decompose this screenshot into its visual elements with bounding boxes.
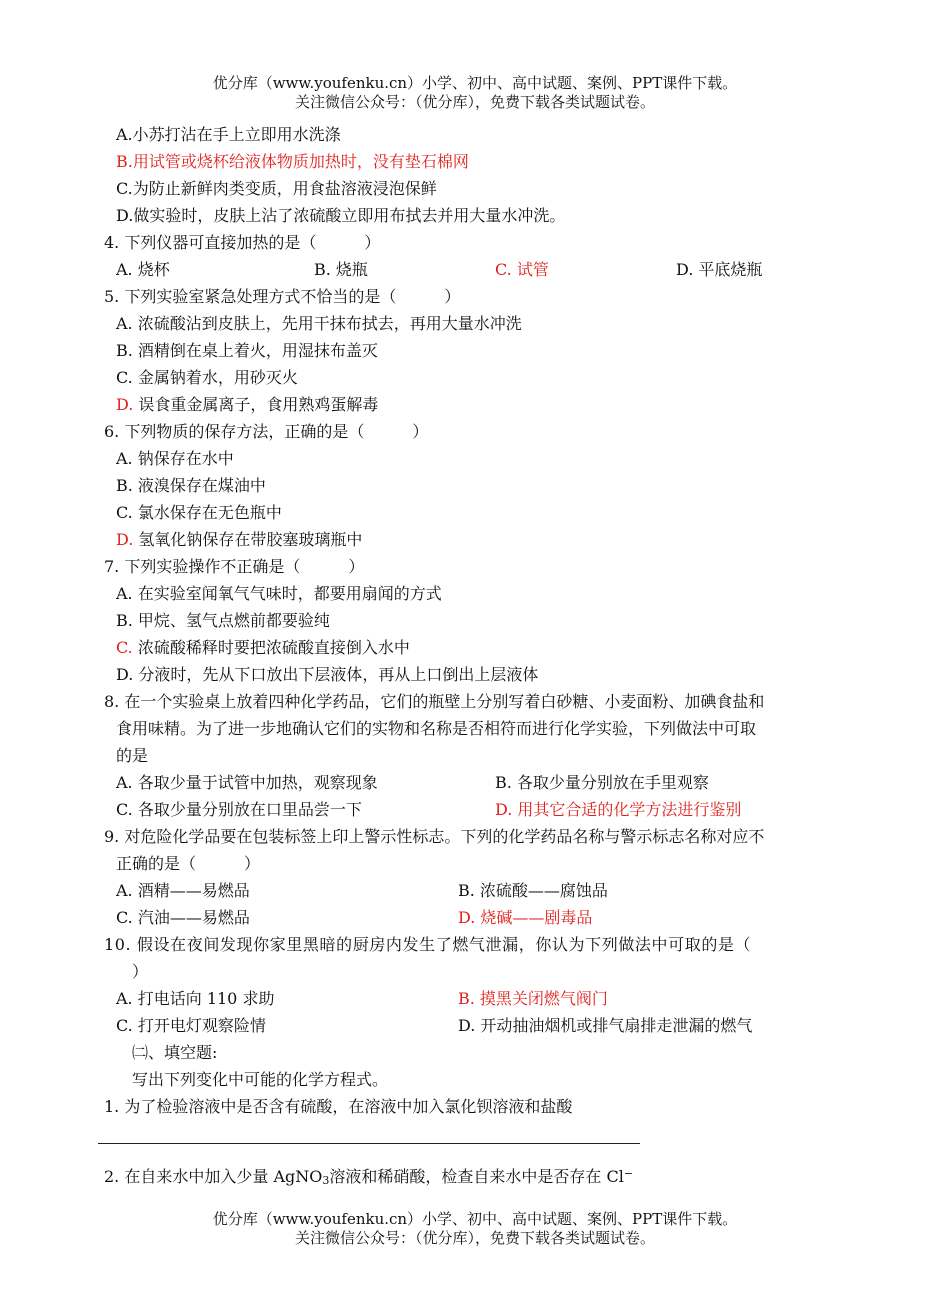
q5-option-c: C. 金属钠着水，用砂灭火 xyxy=(116,368,298,387)
q8-stem-line-1: 8. 在一个实验桌上放着四种化学药品，它们的瓶壁上分别写着白砂糖、小麦面粉、加碘食盐和 xyxy=(104,692,765,711)
q4-stem: 4. 下列仪器可直接加热的是（ ） xyxy=(104,233,381,252)
fill-2-superscript: − xyxy=(623,1167,634,1180)
q6-option-a: A. 钠保存在水中 xyxy=(116,449,234,468)
q8-stem-line-2: 食用味精。为了进一步地确认它们的实物和名称是否相符而进行化学实验，下列做法中可取 xyxy=(116,719,757,738)
q8-stem-line-3: 的是 xyxy=(116,746,149,765)
q5-answer-letter: D. xyxy=(116,395,134,414)
q6-option-b: B. 液溴保存在煤油中 xyxy=(116,476,266,495)
q10-answer-letter: B. xyxy=(458,989,475,1008)
q5-stem: 5. 下列实验室紧急处理方式不恰当的是（ ） xyxy=(104,287,461,306)
q10-option-b-answer xyxy=(458,988,608,1010)
fill-question-1: 1. 为了检验溶液中是否含有硫酸，在溶液中加入氯化钡溶液和盐酸 xyxy=(104,1097,573,1116)
q8-option-a: A. 各取少量于试管中加热，观察现象 xyxy=(116,773,378,792)
q9-option-b: B. 浓硫酸——腐蚀品 xyxy=(458,881,608,900)
q4-option-b: B. 烧瓶 xyxy=(314,260,368,279)
q9-option-c: C. 汽油——易燃品 xyxy=(116,908,250,927)
q10-stem-line-1: 10. 假设在夜间发现你家里黑暗的厨房内发生了燃气泄漏，你认为下列做法中可取的是（ xyxy=(104,935,752,954)
q5-option-d-text: 误食重金属离子，食用熟鸡蛋解毒 xyxy=(133,395,379,414)
q10-option-b-text: 摸黑关闭燃气阀门 xyxy=(474,989,608,1008)
q6-option-d-text: 氢氧化钠保存在带胶塞玻璃瓶中 xyxy=(133,530,363,549)
q9-stem-line-1: 9. 对危险化学品要在包装标签上印上警示性标志。下列的化学药品名称与警示标志名称对应不 xyxy=(104,827,765,846)
footer-line-2: 关注微信公众号：（优分库），免费下载各类试题试卷。 xyxy=(294,1229,655,1247)
q3-option-b-answer: B.用试管或烧杯给液体物质加热时，没有垫石棉网 xyxy=(116,152,469,171)
q4-option-a: A. 烧杯 xyxy=(116,260,170,279)
q9-option-d-text: 烧碱——剧毒品 xyxy=(475,908,593,927)
q6-option-c: C. 氯水保存在无色瓶中 xyxy=(116,503,282,522)
q7-option-b: B. 甲烷、氢气点燃前都要验纯 xyxy=(116,611,330,630)
q3-option-a: A.小苏打沾在手上立即用水洗涤 xyxy=(116,125,341,144)
q6-stem: 6. 下列物质的保存方法，正确的是（ ） xyxy=(104,422,429,441)
q7-option-c xyxy=(116,637,410,659)
q4-option-d: D. 平底烧瓶 xyxy=(676,260,763,279)
fill-question-2 xyxy=(104,1163,633,1192)
header-line-1: 优分库（www.youfenku.cn）小学、初中、高中试题、案例、PPT课件下载。 xyxy=(212,74,738,92)
q9-answer-letter: D. xyxy=(458,908,476,927)
q8-option-b: B. 各取少量分别放在手里观察 xyxy=(495,773,709,792)
q3-option-c: C.为防止新鲜肉类变质，用食盐溶液浸泡保鲜 xyxy=(116,179,437,198)
q8-option-d-text: 用其它合适的化学方法进行鉴别 xyxy=(512,800,742,819)
section-2-title: ㈡、填空题: xyxy=(132,1043,218,1062)
q6-answer-letter: D. xyxy=(116,530,134,549)
q7-option-a: A. 在实验室闻氧气气味时，都要用扇闻的方式 xyxy=(116,584,442,603)
footer-line-1: 优分库（www.youfenku.cn）小学、初中、高中试题、案例、PPT课件下载。 xyxy=(212,1210,738,1228)
q6-option-d xyxy=(116,529,362,551)
q9-option-d-answer xyxy=(458,907,592,929)
q8-option-d-answer xyxy=(495,799,741,821)
fill-2-pre: 2. 在自来水中加入少量 AgNO xyxy=(104,1167,323,1186)
q7-answer-letter: C. xyxy=(116,638,133,657)
section-2-instruction: 写出下列变化中可能的化学方程式。 xyxy=(132,1070,389,1089)
q10-option-d: D. 开动抽油烟机或排气扇排走泄漏的燃气 xyxy=(458,1016,753,1035)
q7-option-d: D. 分液时，先从下口放出下层液体，再从上口倒出上层液体 xyxy=(116,665,539,684)
q4-option-c-answer: C. 试管 xyxy=(495,260,549,279)
fill-2-subscript: 3 xyxy=(322,1174,330,1187)
q5-option-b: B. 酒精倒在桌上着火，用湿抹布盖灭 xyxy=(116,341,378,360)
q9-stem-line-2: 正确的是（ ） xyxy=(116,854,261,873)
q5-option-a: A. 浓硫酸沾到皮肤上，先用干抹布拭去，再用大量水冲洗 xyxy=(116,314,522,333)
q7-stem: 7. 下列实验操作不正确是（ ） xyxy=(104,557,365,576)
q8-answer-letter: D. xyxy=(495,800,513,819)
q10-option-c: C. 打开电灯观察险情 xyxy=(116,1016,266,1035)
q10-stem-line-2: ） xyxy=(132,962,149,981)
q3-option-d: D.做实验时，皮肤上沾了浓硫酸立即用布拭去并用大量水冲洗。 xyxy=(116,206,566,225)
q9-option-a: A. 酒精——易燃品 xyxy=(116,881,250,900)
q10-option-a: A. 打电话向 110 求助 xyxy=(116,989,275,1008)
answer-line xyxy=(98,1143,640,1144)
q5-option-d xyxy=(116,394,378,416)
fill-2-post: 溶液和稀硝酸，检查自来水中是否存在 Cl xyxy=(329,1167,624,1186)
q8-option-c: C. 各取少量分别放在口里品尝一下 xyxy=(116,800,362,819)
header-line-2: 关注微信公众号：（优分库），免费下载各类试题试卷。 xyxy=(294,93,655,111)
q7-option-c-text: 浓硫酸稀释时要把浓硫酸直接倒入水中 xyxy=(132,638,410,657)
